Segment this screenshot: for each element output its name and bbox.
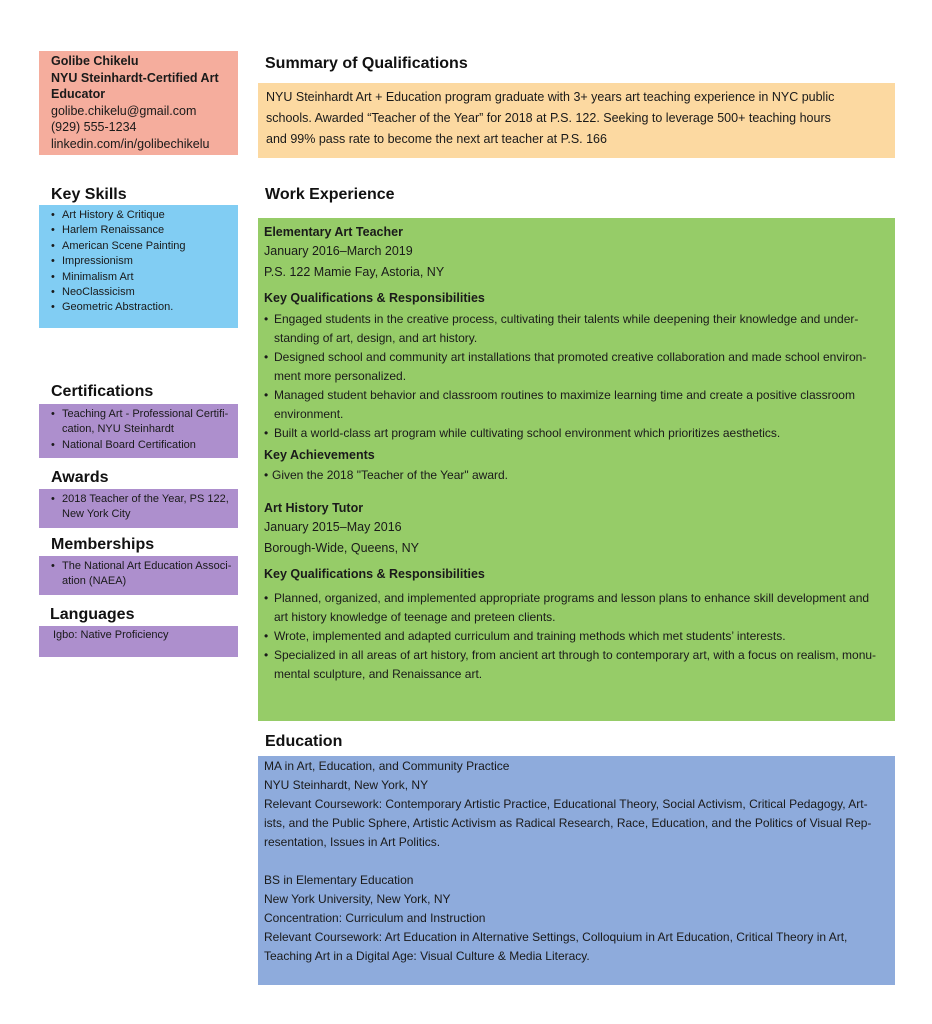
job-location: P.S. 122 Mamie Fay, Astoria, NY <box>264 265 445 279</box>
responsibility-bullet <box>264 589 889 627</box>
responsibility-bullet-line: ment more personalized. <box>274 369 407 383</box>
languages-list <box>39 626 238 657</box>
achievements-heading: Key Achievements <box>264 448 375 462</box>
responsibility-bullet <box>264 386 889 424</box>
responsibility-bullet-line: • Wrote, implemented and adapted curriculum and training methods which met students’ interests. <box>274 629 786 643</box>
linkedin-link[interactable]: linkedin.com/in/golibechikelu <box>51 136 210 151</box>
membership-item-line: • The National Art Education Associ- <box>62 560 232 572</box>
concentration: Concentration: Curriculum and Instruction <box>264 911 486 925</box>
contact-card <box>39 51 238 155</box>
membership-item <box>51 559 232 590</box>
job-dates: January 2015–May 2016 <box>264 520 402 534</box>
achievement-bullet: • Given the 2018 "Teacher of the Year" award. <box>264 466 889 485</box>
responsibility-bullet <box>264 348 889 386</box>
membership-item-line: ation (NAEA) <box>62 575 127 588</box>
awards-list <box>39 489 238 528</box>
responsibility-bullet-line: mental sculpture, and Renaissance art. <box>274 667 483 681</box>
responsibility-bullet-line: • Specialized in all areas of art history, from ancient art through to contemporary art, with a focus on realism, monu- <box>274 648 877 662</box>
responsibility-bullet-line: • Engaged students in the creative process, cultivating their talents while deepening their knowledge and under- <box>274 312 859 326</box>
award-item-line: New York City <box>62 508 131 521</box>
responsibility-bullet-line: • Managed student behavior and classroom routines to maximize learning time and create a positive classroom <box>274 388 855 402</box>
certification-item-line: • Teaching Art - Professional Certifi- <box>62 408 229 420</box>
skill-item: • Geometric Abstraction. <box>51 300 226 315</box>
summary-line: schools. Awarded “Teacher of the Year” for 2018 at P.S. 122. Seeking to leverage 500+ teaching hours <box>266 111 831 125</box>
skill-item: • American Scene Painting <box>51 239 226 254</box>
coursework-line: Relevant Coursework: Art Education in Alternative Settings, Colloquium in Art Education, Critical Theory in Art, <box>264 930 848 944</box>
responsibility-bullet-line: • Designed school and community art installations that promoted creative collaboration and made school environ- <box>274 350 867 364</box>
school: New York University, New York, NY <box>264 892 451 906</box>
certification-item <box>51 407 229 438</box>
summary-section <box>258 83 895 158</box>
certifications-list <box>39 404 238 458</box>
education-section <box>258 756 895 985</box>
skill-item: • NeoClassicism <box>51 285 226 300</box>
language-item: Igbo: Native Proficiency <box>53 629 169 641</box>
summary-heading: Summary of Qualifications <box>265 55 468 72</box>
certification-item <box>51 438 226 453</box>
job-location: Borough-Wide, Queens, NY <box>264 541 419 555</box>
responsibilities-heading: Key Qualifications & Responsibilities <box>264 567 485 581</box>
award-item <box>51 492 229 523</box>
coursework-line: resentation, Issues in Art Politics. <box>264 835 441 849</box>
coursework-line: Relevant Coursework: Contemporary Artistic Practice, Educational Theory, Social Activism, Critical Pedagogy, Art- <box>264 797 868 811</box>
responsibility-bullet-line: environment. <box>274 407 344 421</box>
job-dates: January 2016–March 2019 <box>264 244 413 258</box>
responsibility-bullet-line: • Planned, organized, and implemented appropriate programs and lesson plans to enhance skill development and <box>274 591 870 605</box>
coursework-line: Teaching Art in a Digital Age: Visual Culture & Media Literacy. <box>264 949 590 963</box>
job-entry <box>264 499 889 684</box>
certification-item-line: • National Board Certification <box>62 438 196 451</box>
candidate-name: Golibe Chikelu <box>51 54 139 68</box>
responsibility-bullet <box>264 627 889 646</box>
memberships-list <box>39 556 238 595</box>
awards-heading: Awards <box>51 469 109 486</box>
education-heading: Education <box>265 733 343 750</box>
job-title: Elementary Art Teacher <box>264 225 403 239</box>
candidate-title: NYU Steinhardt-Certified Art <box>51 70 219 85</box>
memberships-heading: Memberships <box>51 536 155 553</box>
skill-item: • Minimalism Art <box>51 270 226 285</box>
job-entry <box>264 223 889 485</box>
candidate-title-cont: Educator <box>51 87 106 102</box>
job-title: Art History Tutor <box>264 501 364 515</box>
summary-line: and 99% pass rate to become the next art teacher at P.S. 166 <box>266 132 607 146</box>
education-entry <box>264 871 889 966</box>
work-experience-section <box>258 218 895 721</box>
responsibility-bullet <box>264 646 889 684</box>
school: NYU Steinhardt, New York, NY <box>264 778 429 792</box>
languages-heading: Languages <box>50 606 135 623</box>
education-entry <box>264 757 889 852</box>
responsibility-bullet-line: • Built a world-class art program while cultivating school environment which prioritizes aesthetics. <box>274 426 781 440</box>
phone-number: (929) 555-1234 <box>51 120 137 135</box>
coursework-line: ists, and the Public Sphere, Artistic Activism as Radical Research, Race, Education, and the Politics of Visual Rep- <box>264 816 872 830</box>
key-skills-heading: Key Skills <box>51 186 127 203</box>
degree: BS in Elementary Education <box>264 873 414 887</box>
skill-item: • Impressionism <box>51 254 226 269</box>
skill-item: • Harlem Renaissance <box>51 223 226 238</box>
certifications-heading: Certifications <box>51 383 154 400</box>
responsibility-bullet-line: standing of art, design, and art history. <box>274 331 478 345</box>
degree: MA in Art, Education, and Community Practice <box>264 759 510 773</box>
responsibility-bullet <box>264 424 889 443</box>
certification-item-line: cation, NYU Steinhardt <box>62 423 174 436</box>
responsibility-bullet <box>264 310 889 348</box>
skill-item: • Art History & Critique <box>51 208 226 223</box>
email-link[interactable]: golibe.chikelu@gmail.com <box>51 103 197 118</box>
responsibility-bullet-line: art history knowledge of teenage and preteen clients. <box>274 610 556 624</box>
summary-line: NYU Steinhardt Art + Education program graduate with 3+ years art teaching experience in NYC public <box>266 90 835 104</box>
award-item-line: • 2018 Teacher of the Year, PS 122, <box>62 493 229 505</box>
work-experience-heading: Work Experience <box>265 186 395 203</box>
key-skills-list <box>39 205 238 328</box>
responsibilities-heading: Key Qualifications & Responsibilities <box>264 291 485 305</box>
